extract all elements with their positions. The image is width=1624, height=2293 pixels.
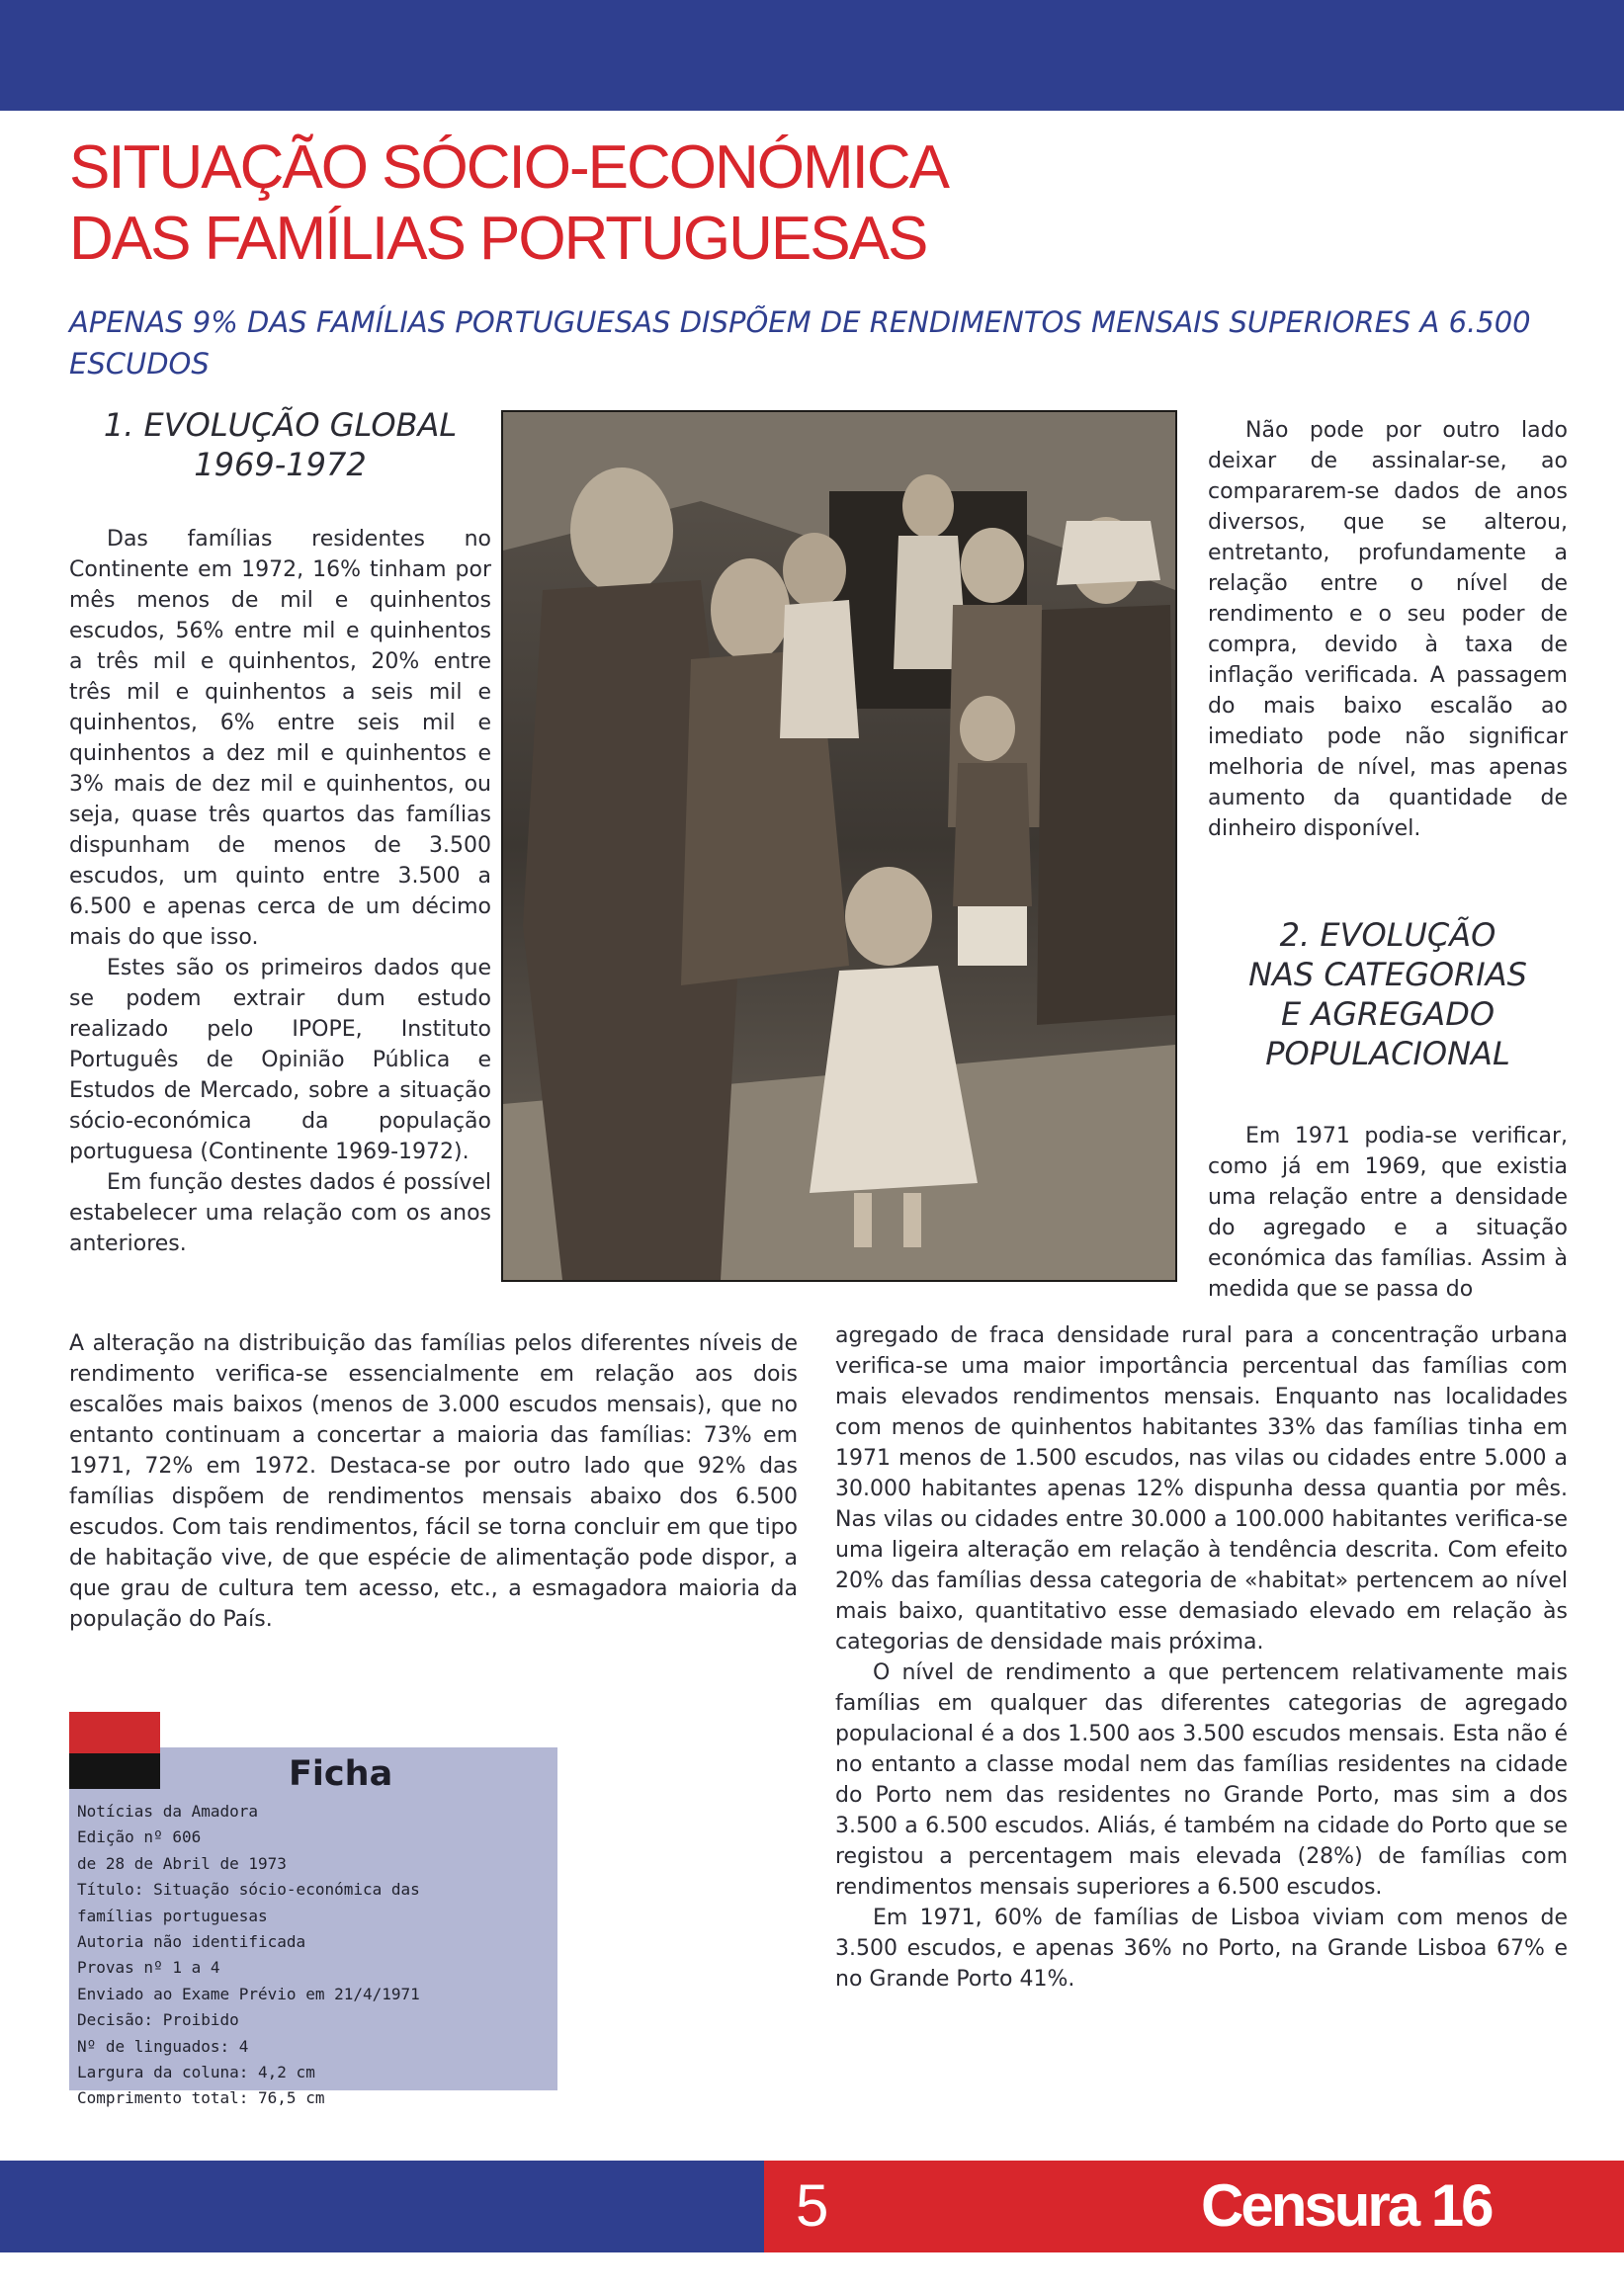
ficha-line: Nº de linguados: 4	[77, 2036, 249, 2056]
ficha-line: Notícias da Amadora	[77, 1802, 259, 1821]
footer-band-blue	[0, 2161, 764, 2252]
ficha-line: de 28 de Abril de 1973	[77, 1853, 287, 1873]
section-1-body-wide	[69, 1328, 798, 1635]
section-1-body-narrow	[69, 524, 491, 1259]
right-column-paragraph-1: Não pode por outro lado deixar de assinalar-se, ao compararem-se dados de anos diversos, que se alterou, entretanto, profundamente a relação entre o nível de rendimento e o seu poder de compra, devido à taxa de inflação verificada. A passagem do mais baixo escalão ao imediato pode não significar melhoria de nível, mas apenas aumento da quantidade de dinheiro disponível.	[1208, 418, 1568, 841]
ficha-line: Largura da coluna: 4,2 cm	[77, 2063, 315, 2082]
magazine-name: Censura 16	[1201, 2172, 1492, 2239]
ficha-line: Provas nº 1 a 4	[77, 1958, 220, 1978]
article-subtitle: APENAS 9% DAS FAMÍLIAS PORTUGUESAS DISPÕEM DE RENDIMENTOS MENSAIS SUPERIORES A 6.500 ESCUDOS	[69, 305, 1531, 381]
section-1-paragraph-2: Estes são os primeiros dados que se podem extrair dum estudo realizado pelo IPOPE, Instituto Português de Opinião Pública e Estudos de Mercado, sobre a situação sócio-económica da população portuguesa (Continente 1969-1972).	[69, 956, 491, 1164]
ficha-line: Decisão: Proibido	[77, 2010, 239, 2030]
footer-band-red	[764, 2161, 1624, 2252]
section-2-heading-line-2: NAS CATEGORIAS	[1248, 956, 1527, 993]
section-2-paragraph-1-top: Em 1971 podia-se verificar, como já em 1969, que existia uma relação entre a densidade do agregado e a situação económica das famílias. Assim à medida que se passa do	[1208, 1124, 1568, 1302]
section-2-body-wide	[835, 1320, 1568, 1995]
ficha-line: Autoria não identificada	[77, 1932, 306, 1952]
top-color-band	[0, 0, 1624, 111]
article-title	[69, 132, 1552, 275]
family-photograph	[501, 410, 1177, 1282]
ficha-line: Edição nº 606	[77, 1827, 202, 1847]
ficha-line: Título: Situação sócio-económica das	[77, 1880, 420, 1900]
section-2-paragraph-1-rest: agregado de fraca densidade rural para a concentração urbana verifica-se uma maior importância percentual das famílias com mais elevados rendimentos mensais. Enquanto nas localidades com menos de quinhentos habitantes 33% das famílias tinha em 1971 menos de 1.500 escudos, nas vilas ou cidades entre 5.000 a 30.000 habitantes apenas 12% dispunha dessa quantia por mês. Nas vilas ou cidades entre 30.000 a 100.000 habitantes verifica-se uma ligeira alteração em relação à tendência descrita. Com efeito 20% das famílias dessa categoria de «habitat» pertencem ao nível mais baixo, quantitativo esse demasiado elevado em relação às categorias de densidade mais próxima.	[835, 1323, 1568, 1655]
title-line-2: DAS FAMÍLIAS PORTUGUESAS	[69, 205, 927, 273]
family-photograph-illustration	[503, 412, 1175, 1280]
ficha-flag-red	[69, 1712, 160, 1753]
section-2-paragraph-3: Em 1971, 60% de famílias de Lisboa viviam com menos de 3.500 escudos, e apenas 36% no Porto, na Grande Lisboa 67% e no Grande Porto 41%.	[835, 1906, 1568, 1992]
section-1-heading-line-1: 1. EVOLUÇÃO GLOBAL	[103, 406, 458, 444]
section-2-heading-line-3: E AGREGADO	[1280, 995, 1496, 1033]
section-2-heading-line-1: 2. EVOLUÇÃO	[1279, 916, 1496, 954]
section-1-paragraph-3-rest: A alteração na distribuição das famílias pelos diferentes níveis de rendimento verifica-se essencialmente em relação aos dois escalões mais baixos (menos de 3.000 escudos mensais), que no entanto continuam a concertar a maioria das famílias: 73% em 1971, 72% em 1972. Destaca-se por outro lado que 92% das famílias dispõem de rendimentos mensais abaixo dos 6.500 escudos. Com tais rendimentos, fácil se torna concluir em que tipo de habitação vive, de que espécie de alimentação pode dispor, a que grau de cultura tem acesso, etc., a esmagadora maioria da população do País.	[69, 1331, 798, 1632]
section-1-heading-line-2: 1969-1972	[194, 446, 367, 483]
ficha-title: Ficha	[289, 1754, 393, 1794]
ficha-flag-black	[69, 1753, 160, 1789]
right-column-body	[1208, 415, 1568, 844]
section-1-paragraph-1: Das famílias residentes no Continente em 1972, 16% tinham por mês menos de mil e quinhentos escudos, 56% entre mil e quinhentos a três mil e quinhentos, 20% entre três mil e quinhentos a seis mil e quinhentos, 6% entre seis mil e quinhentos a dez mil e quinhentos e 3% mais de dez mil e quinhentos, ou seja, quase três quartos das famílias dispunham de menos de 3.500 escudos, um quinto entre 3.500 a 6.500 e apenas cerca de um décimo mais do que isso.	[69, 527, 491, 950]
section-1-heading	[69, 405, 491, 484]
section-2-body-narrow	[1208, 1121, 1568, 1305]
section-2-heading	[1208, 915, 1568, 1073]
page-number: 5	[796, 2172, 829, 2239]
section-1-paragraph-3-start: Em função destes dados é possível estabelecer uma relação com os anos anteriores.	[69, 1170, 491, 1256]
ficha-line: Comprimento total: 76,5 cm	[77, 2088, 325, 2108]
ficha-line: Enviado ao Exame Prévio em 21/4/1971	[77, 1984, 420, 2003]
ficha-details	[77, 1799, 542, 2112]
section-2-heading-line-4: POPULACIONAL	[1265, 1035, 1510, 1072]
ficha-line: famílias portuguesas	[77, 1906, 268, 1925]
title-line-1: SITUAÇÃO SÓCIO-ECONÓMICA	[69, 133, 948, 202]
section-2-paragraph-2: O nível de rendimento a que pertencem relativamente mais famílias em qualquer das diferentes categorias de agregado populacional é a dos 1.500 aos 3.500 escudos mensais. Esta não é no entanto a classe modal nem das famílias residentes na cidade do Porto nem das residentes no Grande Porto, mas sim a dos 3.500 a 6.500 escudos. Aliás, é também na cidade do Porto que se registou a percentagem mais elevada (28%) de famílias com rendimentos mensais superiores a 6.500 escudos.	[835, 1660, 1568, 1900]
